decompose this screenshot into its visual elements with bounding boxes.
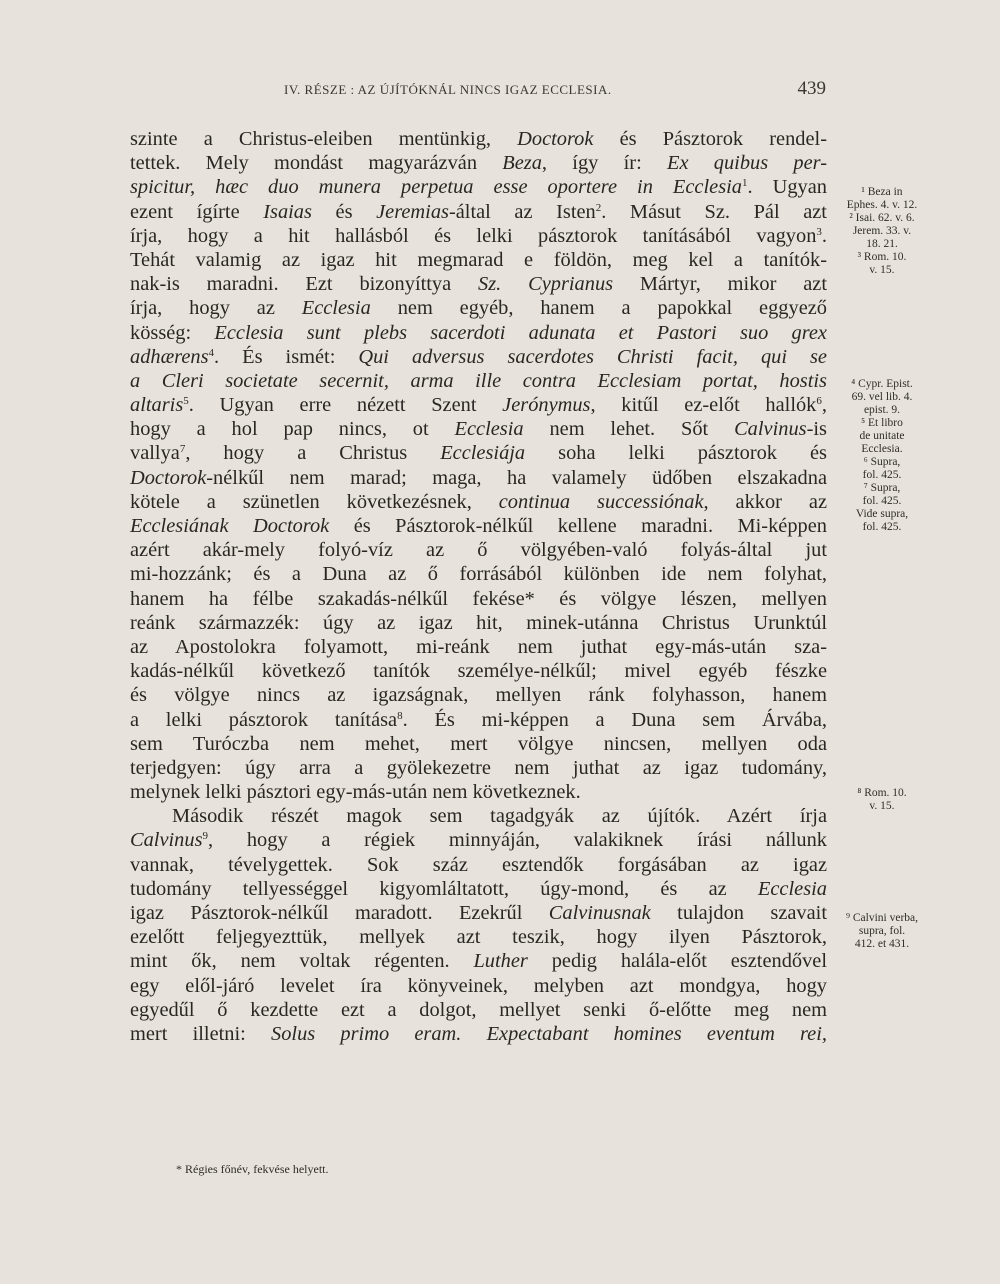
text-line: mint ők, nem voltak régenten. Luther pedig halála-előt esztendővel xyxy=(130,950,827,973)
text-line: hogy a hol pap nincs, ot Ecclesia nem lehet. Sőt Calvinus-is xyxy=(130,418,827,441)
text-line: tettek. Mely mondást magyarázván Beza, így ír: Ex quibus per- xyxy=(130,152,827,175)
margin-note-line: ³ Rom. 10. xyxy=(857,251,907,263)
text-line: egyedűl ő kezdette ezt a dolgot, mellyet senki ő-előtte meg nem xyxy=(130,998,827,1021)
margin-note-line: ⁵ Et libro xyxy=(861,417,903,429)
text-line: igaz Pásztorok-nélkűl maradott. Ezekrűl Calvinusnak tulajdon szavait xyxy=(130,902,828,924)
margin-note-line: ⁹ Calvini verba, xyxy=(845,912,919,924)
text-line: Doctorok-nélkűl nem marad; maga, ha valamely üdőben elszakadna xyxy=(130,466,827,489)
margin-note-line: Vide supra, xyxy=(855,508,909,520)
text-line: kadás-nélkűl következő tanítók személye-nélkűl; mivel egyéb fészke xyxy=(130,660,827,683)
margin-note-line: ⁸ Rom. 10. xyxy=(857,787,907,799)
margin-note-line: epist. 9. xyxy=(863,404,901,416)
text-line: az Apostolokra folyamott, mi-reánk nem juthat egy-más-után sza- xyxy=(130,635,827,658)
margin-note-line: ² Isai. 62. v. 6. xyxy=(849,212,915,224)
margin-note-line: 412. et 431. xyxy=(854,938,910,950)
footnote: * Régies főnév, fekvése helyett. xyxy=(176,1162,329,1176)
text-line: mi-hozzánk; és a Duna az ő forrásából különben ide nem folyhat, xyxy=(130,563,827,586)
text-line: vannak, tévelygettek. Sok száz esztendők forgásában az igaz xyxy=(130,853,827,876)
text-line: egy elől-járó levelet íra könyveinek, melyben azt mondgya, hogy xyxy=(130,974,827,997)
text-line: reánk származzék: úgy az igaz hit, minek-utánna Christus Urunktúl xyxy=(130,611,827,634)
margin-note-4-7 xyxy=(832,378,932,534)
running-header xyxy=(130,76,830,104)
text-line: altaris$^5$. Ugyan erre nézett Szent Jerónymus, kitűl ez-előt hallók$^6$, xyxy=(130,394,827,417)
text-line: azért akár-mely folyó-víz az ő völgyében-való folyás-által jut xyxy=(130,539,827,562)
text-line: a Cleri societate secernit, arma ille contra Ecclesiam portat, hostis xyxy=(130,369,827,392)
text-line: írja, hogy az Ecclesia nem egyéb, hanem a papokkal eggyező xyxy=(130,297,827,320)
margin-note-line: supra, fol. xyxy=(858,925,906,937)
text-line: spicitur, hæc duo munera perpetua esse oportere in Ecclesia$^1$. Ugyan xyxy=(130,176,827,199)
margin-note-line: 18. 21. xyxy=(866,238,898,250)
margin-note-line: v. 15. xyxy=(869,264,895,276)
text-line: adhærens$^4$. És ismét: Qui adversus sacerdotes Christi facit, qui se xyxy=(130,345,827,368)
margin-note-line: fol. 425. xyxy=(862,495,902,507)
margin-note-line: v. 15. xyxy=(869,800,895,812)
text-line: sem Turóczba nem mehet, mert völgye nincsen, mellyen oda xyxy=(130,732,827,755)
margin-note-line: Ecclesia. xyxy=(861,443,903,455)
text-line: melynek lelki pásztori egy-más-után nem következnek. xyxy=(130,781,581,804)
margin-note-8 xyxy=(832,787,932,813)
margin-note-9 xyxy=(832,912,932,951)
margin-note-line: fol. 425. xyxy=(862,521,902,533)
text-line: Ecclesiának Doctorok és Pásztorok-nélkűl kellene maradni. Mi-képpen xyxy=(130,515,827,537)
text-line: kösség: Ecclesia sunt plebs sacerdoti adunata et Pastori suo grex xyxy=(130,321,827,344)
text-line: kötele a szünetlen következésnek, continua successiónak, akkor az xyxy=(130,490,827,513)
text-line: ezelőtt feljegyezttük, mellyek azt teszik, hogy ilyen Pásztorok, xyxy=(130,926,827,949)
margin-note-line: Jerem. 33. v. xyxy=(852,225,912,237)
margin-note-line: ⁶ Supra, xyxy=(863,456,901,468)
page-number: 439 xyxy=(797,78,826,99)
margin-note-line: ¹ Beza in xyxy=(861,186,903,198)
text-line: hanem ha félbe szakadás-nélkűl fekése* és völgye lészen, mellyen xyxy=(130,587,827,610)
text-line: vallya$^7$, hogy a Christus Ecclesiája soha lelki pásztorok és xyxy=(130,442,827,465)
text-line: Calvinus$^9$, hogy a régiek minnyáján, valakiknek írási nállunk xyxy=(130,829,827,852)
chapter-title: IV. RÉSZE : AZ ÚJÍTÓKNÁL NINCS IGAZ ECCLESIA. xyxy=(284,82,612,97)
text-line: Második részét magok sem tagadgyák az újítók. Azért írja xyxy=(172,805,827,828)
text-line: nak-is maradni. Ezt bizonyíttya Sz. Cyprianus Mártyr, mikor azt xyxy=(130,273,827,296)
text-line: terjedgyen: úgy arra a gyölekezetre nem juthat az igaz tudomány, xyxy=(130,756,827,779)
margin-note-line: ⁴ Cypr. Epist. xyxy=(851,378,913,390)
margin-note-line: Ephes. 4. v. 12. xyxy=(846,199,918,211)
text-line: Tehát valamig az igaz hit megmarad e földön, meg kel a tanítók- xyxy=(130,248,827,271)
text-line: írja, hogy a hit hallásból és lelki pásztorok tanításából vagyon$^3$. xyxy=(130,224,827,247)
text-line: tudomány tellyességgel kigyomláltatott, úgy-mond, és az Ecclesia xyxy=(130,877,827,900)
text-line: ezent ígírte Isaias és Jeremias-által az Isten$^2$. Másut Sz. Pál azt xyxy=(130,200,827,223)
margin-note-line: 69. vel lib. 4. xyxy=(851,391,913,403)
text-line: és völgye nincs az igazságnak, mellyen ránk folyhasson, hanem xyxy=(130,684,827,707)
margin-note-line: ⁷ Supra, xyxy=(863,482,901,494)
text-line: a lelki pásztorok tanítása$^8$. És mi-képpen a Duna sem Árvába, xyxy=(130,708,827,731)
main-text xyxy=(130,127,827,1046)
margin-note-line: de unitate xyxy=(859,430,905,442)
text-line: mert illetni: Solus primo eram. Expectabant homines eventum rei, xyxy=(130,1022,827,1045)
text-line: szinte a Christus-eleiben mentünkig, Doctorok és Pásztorok rendel- xyxy=(130,128,827,150)
margin-note-1-3 xyxy=(832,186,932,277)
margin-note-line: fol. 425. xyxy=(862,469,902,481)
